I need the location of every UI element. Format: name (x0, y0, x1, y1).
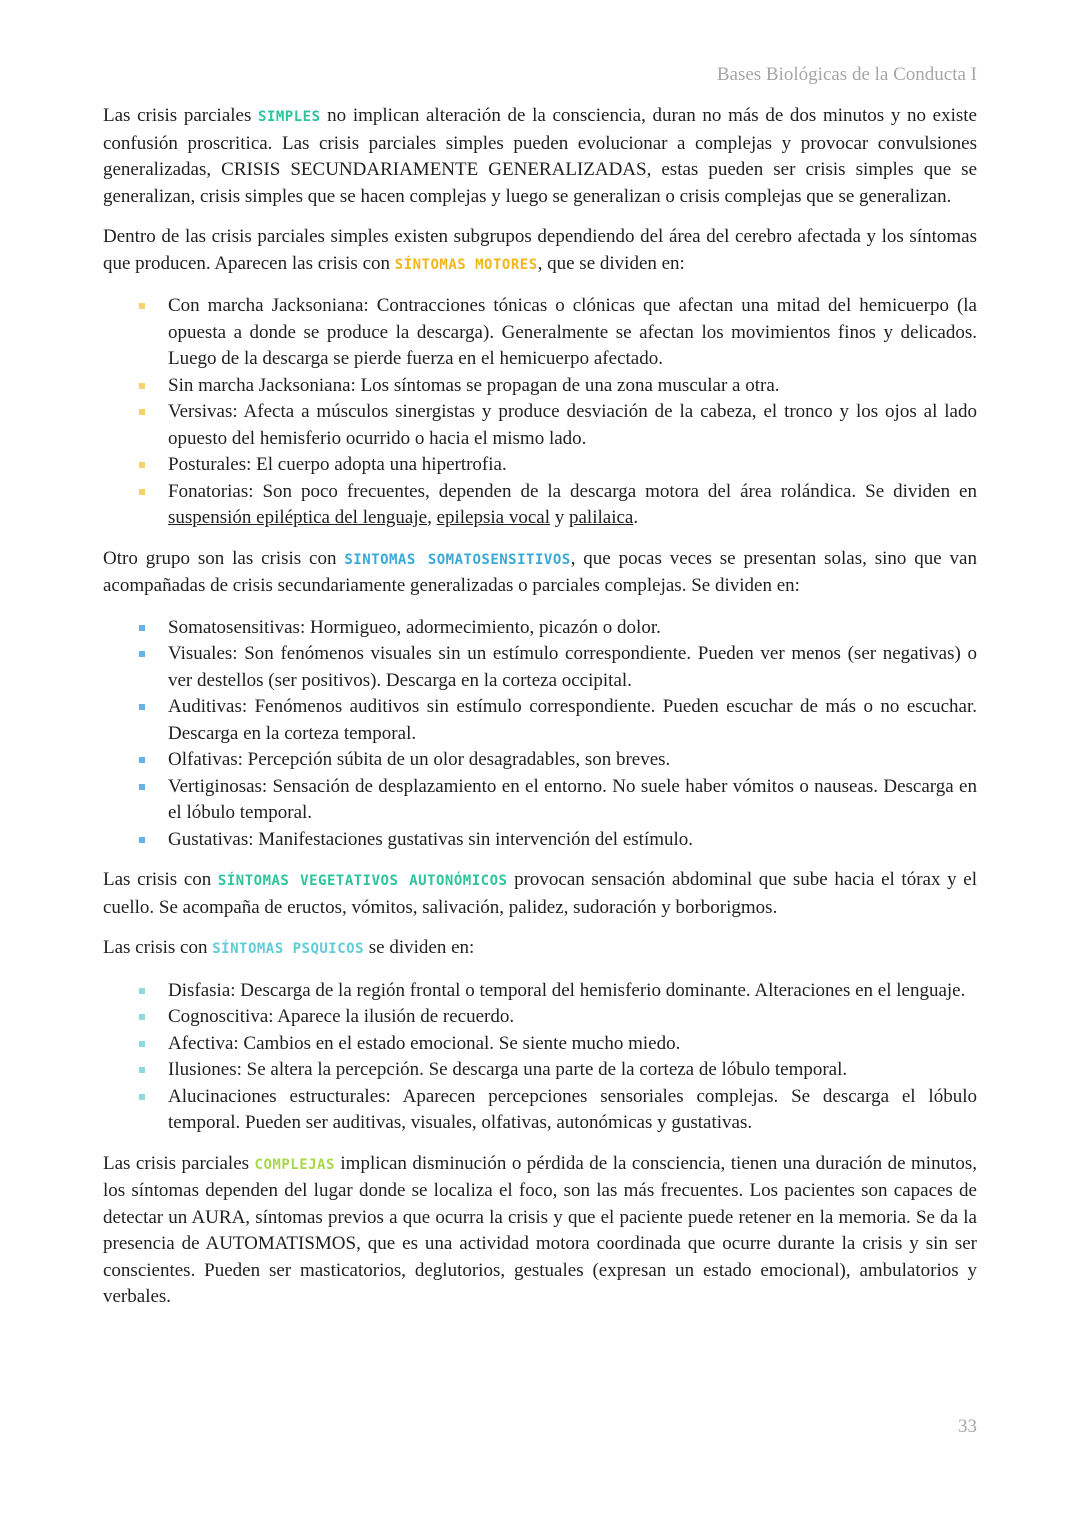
link-epilepsia-vocal: epilepsia vocal (436, 507, 550, 528)
list-psiquicos (103, 978, 977, 1137)
list-somatosensitivos (103, 615, 977, 854)
page-content (103, 103, 977, 1325)
link-palilaica: palilaica (569, 507, 634, 528)
paragraph-psiquicos-intro: Las crisis con SÍNTOMAS PSQUICOS se dividen en: (103, 937, 475, 958)
list-item: Versivas: Afecta a músculos sinergistas y produce desviación de la cabeza, el tronco y los ojos al lado opuesto del hemisferio ocurrido o hacia el mismo lado. (103, 399, 977, 452)
list-item: Cognoscitiva: Aparece la ilusión de recuerdo. (103, 1004, 977, 1031)
paragraph-somato-intro: Otro grupo son las crisis con SINTOMAS SOMATOSENSITIVOS, que pocas veces se presentan solas, sino que van acompañadas de crisis secundariamente generalizadas o parciales complejas. Se dividen en: (103, 547, 977, 596)
keyword-sintomas-psiquicos: SÍNTOMAS PSQUICOS (212, 941, 365, 957)
list-item: Olfativas: Percepción súbita de un olor desagradables, son breves. (103, 747, 977, 774)
keyword-simples: SIMPLES (258, 109, 321, 125)
keyword-sintomas-vegetativos: SÍNTOMAS VEGETATIVOS AUTONÓMICOS (217, 873, 508, 889)
list-item: Visuales: Son fenómenos visuales sin un estímulo correspondiente. Pueden ver menos (ser negativas) o ver destellos (ser positivos). Descarga en la corteza occipital. (103, 641, 977, 694)
list-item: Disfasia: Descarga de la región frontal o temporal del hemisferio dominante. Alteraciones en el lenguaje. (103, 978, 977, 1005)
keyword-sintomas-motores: SÍNTOMAS MOTORES (394, 256, 538, 273)
keyword-sintomas-somatosensitivos: SINTOMAS SOMATOSENSITIVOS (344, 551, 571, 568)
list-item: Gustativas: Manifestaciones gustativas sin intervención del estímulo. (103, 827, 977, 854)
page-number: 33 (958, 1416, 977, 1437)
list-item: Posturales: El cuerpo adopta una hipertrofia. (103, 452, 977, 479)
paragraph-complejas: Las crisis parciales COMPLEJAS implican disminución o pérdida de la consciencia, tienen una duración de minutos, los síntomas dependen del lugar donde se localiza el foco, son las más frecuentes. Los pacientes son capaces de detectar un AURA, síntomas previos a que ocurra la crisis y que el paciente puede retener en la memoria. Se da la presencia de AUTOMATISMOS, que es una actividad motora coordinada que ocurre durante la crisis y sin ser conscientes. Pueden ser masticatorios, deglutorios, gestuales (expresan un estado emocional), ambulatorios y verbales. (103, 1152, 977, 1307)
keyword-complejas: COMPLEJAS (254, 1156, 335, 1173)
list-item: Afectiva: Cambios en el estado emocional. Se siente mucho miedo. (103, 1031, 977, 1058)
list-item: Ilusiones: Se altera la percepción. Se descarga una parte de la corteza de lóbulo temporal. (103, 1057, 977, 1084)
list-motores (103, 293, 977, 532)
list-item: Alucinaciones estructurales: Aparecen percepciones sensoriales complejas. Se descarga el lóbulo temporal. Pueden ser auditivas, visuales, olfativas, autonómicas y gustativas. (103, 1084, 977, 1137)
running-header: Bases Biológicas de la Conducta I (716, 64, 977, 85)
list-item: Con marcha Jacksoniana: Contracciones tónicas o clónicas que afectan una mitad del hemicuerpo (la opuesta a donde se produce la descarga). Generalmente se afectan los movimientos finos y delicados. Luego de la descarga se pierde fuerza en el hemicuerpo afectado. (103, 293, 977, 373)
list-item: Vertiginosas: Sensación de desplazamiento en el entorno. No suele haber vómitos o nauseas. Descarga en el lóbulo temporal. (103, 774, 977, 827)
list-item: Sin marcha Jacksoniana: Los síntomas se propagan de una zona muscular a otra. (103, 373, 977, 400)
list-item: Fonatorias: Son poco frecuentes, dependen de la descarga motora del área rolándica. Se dividen en suspensión epiléptica del lenguaje, epilepsia vocal y palilaica. (103, 479, 977, 532)
link-suspension-epileptica: suspensión epiléptica del lenguaje (168, 507, 428, 528)
paragraph-motores-intro: Dentro de las crisis parciales simples existen subgrupos dependiendo del área del cerebro afectada y los síntomas que producen. Aparecen las crisis con SÍNTOMAS MOTORES, que se dividen en: (103, 226, 977, 274)
list-item: Auditivas: Fenómenos auditivos sin estímulo correspondiente. Pueden escuchar de más o no escuchar. Descarga en la corteza temporal. (103, 694, 977, 747)
paragraph-vegetativos: Las crisis con SÍNTOMAS VEGETATIVOS AUTONÓMICOS provocan sensación abdominal que sube hacia el tórax y el cuello. Se acompaña de eructos, vómitos, salivación, palidez, sudoración y borborigmos. (103, 869, 977, 918)
paragraph-simples: Las crisis parciales SIMPLES no implican alteración de la consciencia, duran no más de dos minutos y no existe confusión proscritica. Las crisis parciales simples pueden evolucionar a complejas y provocar convulsiones generalizadas, CRISIS SECUNDARIAMENTE GENERALIZADAS, estas pueden ser crisis simples que se generalizan, crisis simples que se hacen complejas y luego se generalizan o crisis complejas que se generalizan. (103, 105, 977, 207)
list-item: Somatosensitivas: Hormigueo, adormecimiento, picazón o dolor. (103, 615, 977, 642)
